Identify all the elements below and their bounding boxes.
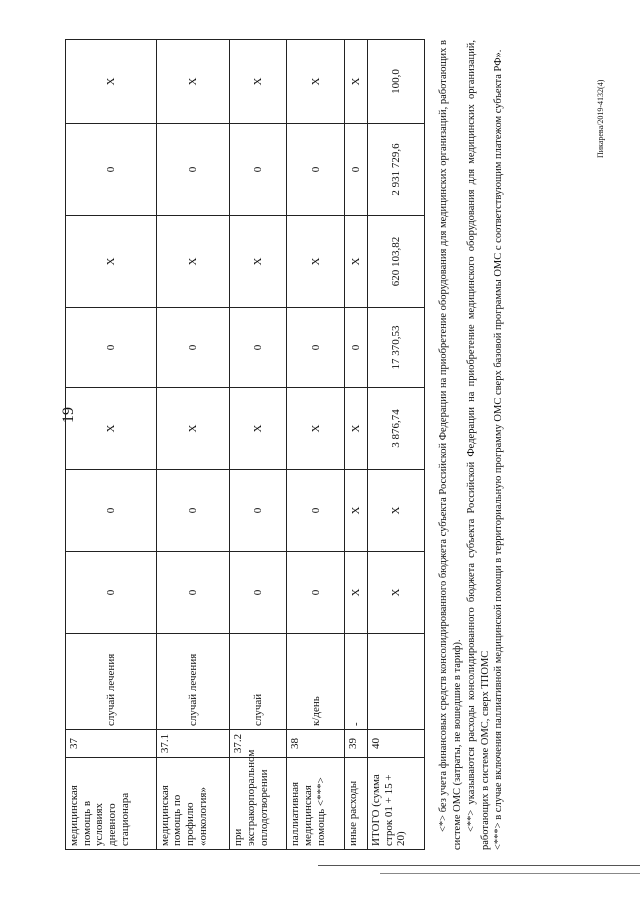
footnotes xyxy=(437,40,506,850)
table-cell-c7: 0 xyxy=(156,308,230,388)
table-cell-c9: 2 931 729,6 xyxy=(367,124,424,216)
table-cell-unit: к/день xyxy=(287,634,344,730)
table-cell-c5: X xyxy=(344,470,367,552)
table-cell-code: 40 xyxy=(367,730,424,758)
table-cell-c4: 0 xyxy=(156,552,230,634)
table-row xyxy=(344,40,367,850)
table-cell-unit xyxy=(367,634,424,730)
table-cell-code: 38 xyxy=(287,730,344,758)
table-cell-c6: X xyxy=(287,388,344,470)
table-row xyxy=(66,40,157,850)
table-cell-unit: случай лечения xyxy=(66,634,157,730)
table-cell-c6: X xyxy=(344,388,367,470)
table-cell-code: 37.2 xyxy=(230,730,287,758)
table-cell-c9: 0 xyxy=(287,124,344,216)
table-cell-code: 37.1 xyxy=(156,730,230,758)
footer-rule-secondary xyxy=(380,873,640,874)
table-cell-unit: случай xyxy=(230,634,287,730)
table-cell-name: паллиативная медицинская помощь <***> xyxy=(287,758,344,850)
table-cell-unit: случай лечения xyxy=(156,634,230,730)
table-cell-c4: 0 xyxy=(66,552,157,634)
footnote-3: <***> в случае включения паллиативной медицинской помощи в территориальную программу ОМС сверх базовой программы ОМС с соответствующим платежом субъекта РФ». xyxy=(493,49,505,850)
table-cell-name: медицинская помощь по профилю «онкология» xyxy=(156,758,230,850)
table-cell-c9: 0 xyxy=(156,124,230,216)
table-cell-c10: X xyxy=(287,40,344,124)
page-number: 19 xyxy=(60,407,77,423)
table-cell-c10: 100,0 xyxy=(367,40,424,124)
table-cell-c8: X xyxy=(230,216,287,308)
table-cell-c10: X xyxy=(344,40,367,124)
table-cell-c6: X xyxy=(66,388,157,470)
table-row xyxy=(287,40,344,850)
table-cell-c4: X xyxy=(367,552,424,634)
table-cell-name: ИТОГО (сумма строк 01 + 15 + 20) xyxy=(367,758,424,850)
table-cell-c8: X xyxy=(66,216,157,308)
table-cell-c7: 0 xyxy=(287,308,344,388)
table-cell-c7: 17 370,53 xyxy=(367,308,424,388)
table-row xyxy=(156,40,230,850)
table-cell-unit: - xyxy=(344,634,367,730)
table-cell-c4: 0 xyxy=(230,552,287,634)
footnote-2: <**> указываются расходы консолидированного бюджета субъекта Российской Федерации на приобретение медицинского оборудования для медицинских организаций, работающих в системе ОМС, сверх ТПОМС xyxy=(465,40,491,850)
table-cell-c5: 0 xyxy=(230,470,287,552)
footnote-1: <*> без учета финансовых средств консолидированного бюджета субъекта Российской Федерации на приобретение оборудования для медицинских организаций, работающих в системе ОМС (затраты, не вошедшие в тариф). xyxy=(438,40,463,850)
table-cell-c7: 0 xyxy=(344,308,367,388)
table-cell-c9: 0 xyxy=(230,124,287,216)
table-cell-c4: 0 xyxy=(287,552,344,634)
table-cell-c10: X xyxy=(66,40,157,124)
document-code: Пикарева/2019-4132(4) xyxy=(596,79,605,158)
table-cell-name: иные расходы xyxy=(344,758,367,850)
table-body xyxy=(66,40,425,850)
table-cell-c5: 0 xyxy=(287,470,344,552)
table-cell-c7: 0 xyxy=(230,308,287,388)
table-cell-c5: 0 xyxy=(156,470,230,552)
table-cell-c8: 620 103,82 xyxy=(367,216,424,308)
table-cell-c6: 3 876,74 xyxy=(367,388,424,470)
table-cell-c8: X xyxy=(287,216,344,308)
rotated-page-content xyxy=(65,40,545,850)
table-cell-c10: X xyxy=(156,40,230,124)
table-cell-c9: 0 xyxy=(66,124,157,216)
financing-table xyxy=(65,39,425,850)
table-cell-c7: 0 xyxy=(66,308,157,388)
table-cell-name: при экстракорпоральном оплодотворении xyxy=(230,758,287,850)
table-cell-c10: X xyxy=(230,40,287,124)
table-row xyxy=(367,40,424,850)
table-cell-c5: X xyxy=(367,470,424,552)
table-cell-c8: X xyxy=(156,216,230,308)
table-cell-c6: X xyxy=(156,388,230,470)
table-row xyxy=(230,40,287,850)
table-cell-c4: X xyxy=(344,552,367,634)
table-cell-c6: X xyxy=(230,388,287,470)
table-cell-code: 39 xyxy=(344,730,367,758)
table-cell-c5: 0 xyxy=(66,470,157,552)
table-cell-name: медицинская помощь в условиях дневного стационара xyxy=(66,758,157,850)
footer-rule xyxy=(318,865,640,866)
table-cell-c9: 0 xyxy=(344,124,367,216)
table-cell-c8: X xyxy=(344,216,367,308)
table-cell-code: 37 xyxy=(66,730,157,758)
